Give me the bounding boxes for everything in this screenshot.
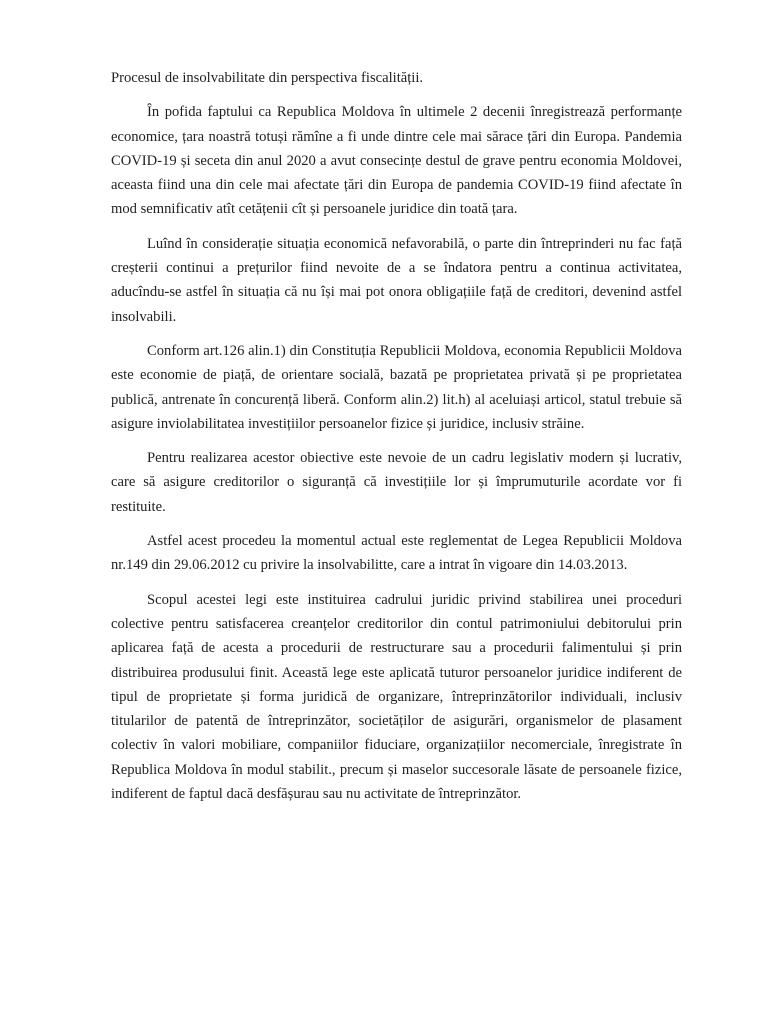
paragraph-insolvency-cause: Luînd în considerație situația economică nefavorabilă, o parte din întreprinderi nu fac față creșterii continui a prețurilor fiind nevoite de a se îndatora pentru a continua activitatea, aducîndu-se astfel în situația că nu își mai pot onora obligațiile față de creditori, devenind astfel insolvabili. (111, 235, 682, 325)
paragraph-constitution: Conform art.126 alin.1) din Constituția Republicii Moldova, economia Republicii Moldova este economie de piață, de orientare socială, bazată pe proprietatea privată și pe proprietatea publică, antrenate în concurență liberă. Conform alin.2) lit.h) al aceluiași articol, statul trebuie să asigure inviolabilitatea investițiilor persoanelor fizice și juridice, inclusiv străine. (111, 342, 682, 432)
paragraph-law-reference: Astfel acest procedeu la momentul actual este reglementat de Legea Republicii Moldova nr.149 din 29.06.2012 cu privire la insolvabilitte, care a intrat în vigoare din 14.03.2013. (111, 533, 682, 574)
paragraph-economic-context: În pofida faptului ca Republica Moldova în ultimele 2 decenii înregistrează performanțe economice, țara noastră totuși rămîne a fi unde dintre cele mai sărace țări din Europa. Pandemia COVID-19 și seceta din anul 2020 a avut consecințe destul de grave pentru economia Moldovei, aceasta fiind una din cele mai afectate țări din Europa de pandemia COVID-19 fiind afectate în mod semnificativ atît cetățenii cît și persoanele juridice din toată țara. (111, 104, 682, 218)
paragraph-law-scope: Scopul acestei legi este instituirea cadrului juridic privind stabilirea unei proceduri colective pentru satisfacerea creanțelor creditorilor din contul patrimoniului debitorului prin aplicarea față de acesta a procedurii de restructurare sau a procedurii falimentului și prin distribuirea produsului finit. Această lege este aplicată tuturor persoanelor juridice indiferent de tipul de proprietate și forma juridică de organizare, întreprinzătorilor individuali, inclusiv titularilor de patentă de întreprinzător, societăților de asigurări, organismelor de plasament colectiv în valori mobiliare, companiilor fiduciare, organizațiilor necomerciale, înregistrate în Republica Moldova în modul stabilit., precum și maselor succesorale lăsate de persoanele fizice, indiferent de faptul dacă desfășurau sau nu activitate de întreprinzător. (111, 591, 682, 803)
paragraph-legal-framework: Pentru realizarea acestor obiective este nevoie de un cadru legislativ modern și lucrativ, care să asigure creditorilor o siguranță că investițiile lor și împrumuturile acordate vor fi restituite. (111, 450, 682, 515)
document-title: Procesul de insolvabilitate din perspectiva fiscalității. (111, 70, 424, 86)
